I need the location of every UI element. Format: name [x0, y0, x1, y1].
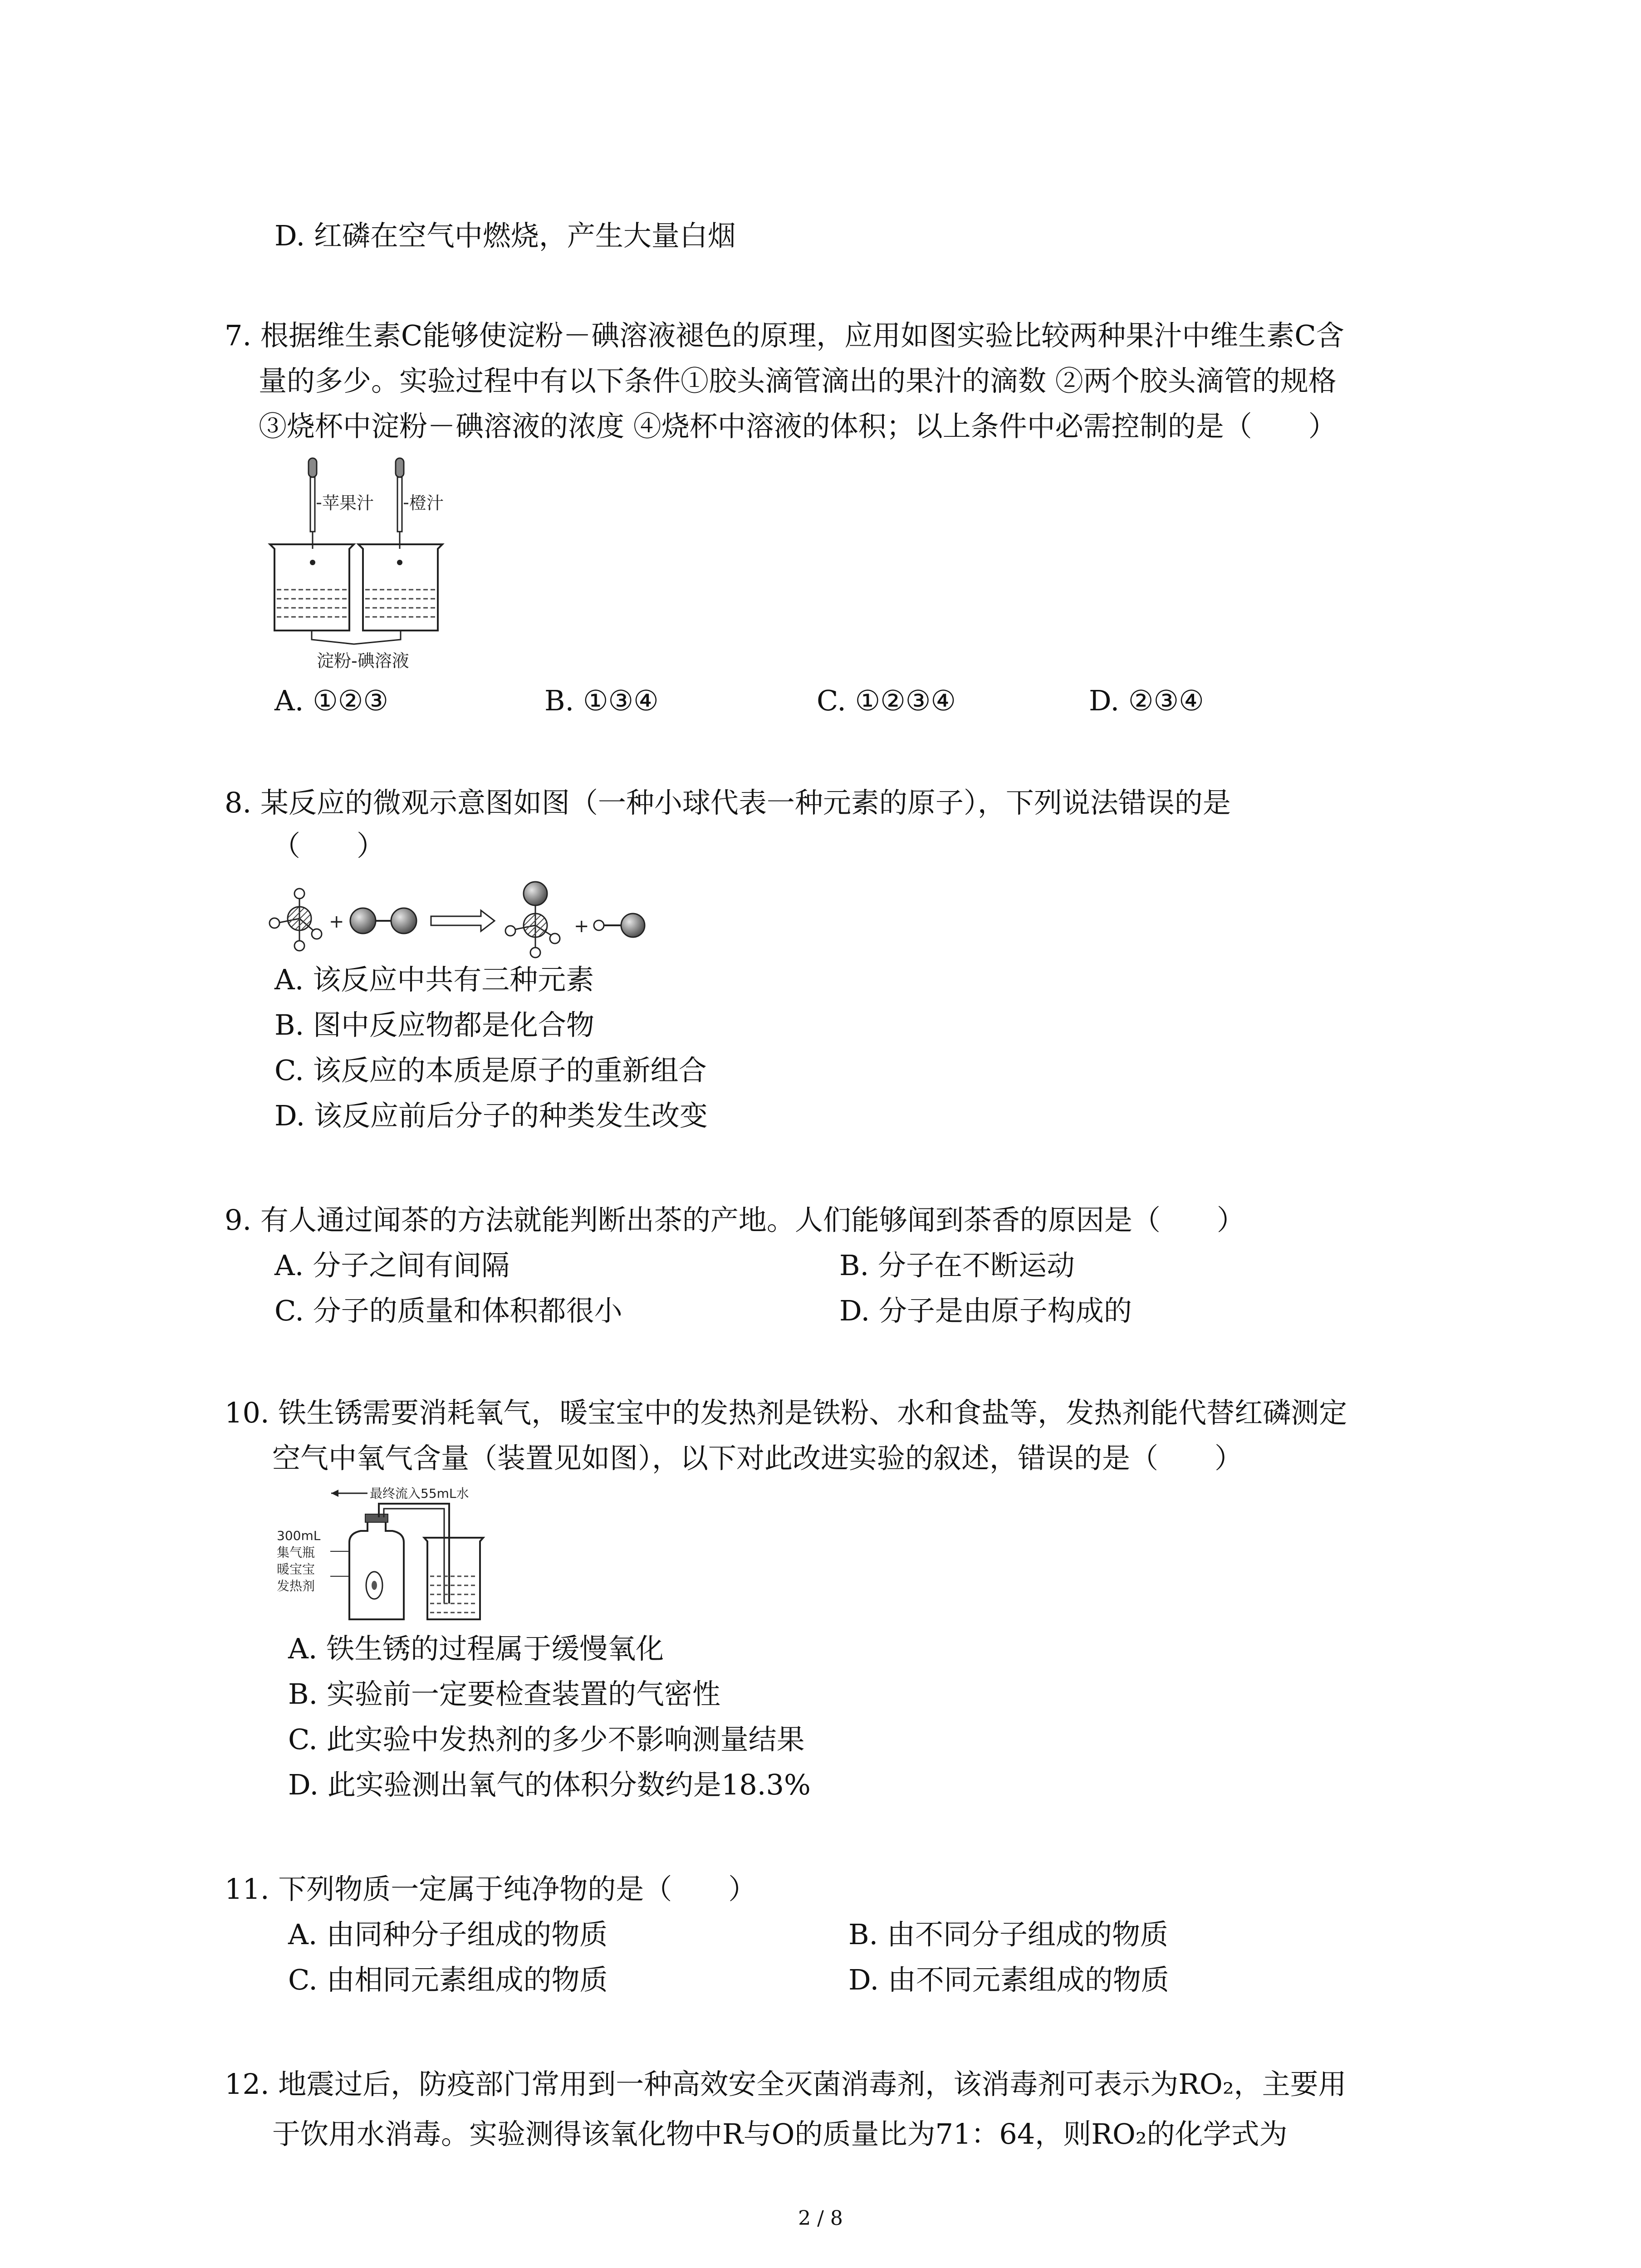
q11-option-d: D. 由不同元素组成的物质	[848, 1963, 1169, 1996]
q11-stem: 11. 下列物质一定属于纯净物的是（ ）	[225, 1872, 757, 1906]
label-gas-bottle: 集气瓶	[277, 1545, 315, 1560]
q7-option-c: C. ①②③④	[817, 684, 956, 717]
q12-stem-line-2: 于饮用水消毒。实验测得该氧化物中R与O的质量比为71：64，则RO₂的化学式为	[272, 2117, 1288, 2151]
q8-option-a: A. 该反应中共有三种元素	[274, 963, 594, 996]
svg-text:+: +	[574, 916, 589, 937]
arrow-label: 最终流入55mL水	[370, 1486, 469, 1501]
svg-text:+: +	[329, 911, 344, 932]
q10-option-c: C. 此实验中发热剂的多少不影响测量结果	[288, 1723, 805, 1756]
q9-option-c: C. 分子的质量和体积都很小	[274, 1294, 622, 1327]
q6-option-d: D. 红磷在空气中燃烧，产生大量白烟	[274, 219, 736, 252]
q7-stem-line-1: 7. 根据维生素C能够使淀粉－碘溶液褪色的原理，应用如图实验比较两种果汁中维生素C含	[225, 319, 1344, 352]
q7-stem-line-3: ③烧杯中淀粉－碘溶液的浓度 ④烧杯中溶液的体积；以上条件中必需控制的是（ ）	[259, 410, 1337, 443]
q10-stem-line-1: 10. 铁生锈需要消耗氧气，暖宝宝中的发热剂是铁粉、水和食盐等，发热剂能代替红磷测定	[225, 1396, 1347, 1429]
q8-option-b: B. 图中反应物都是化合物	[274, 1008, 594, 1041]
q7-stem-line-2: 量的多少。实验过程中有以下条件①胶头滴管滴出的果汁的滴数 ②两个胶头滴管的规格	[259, 364, 1337, 397]
page-number: 2 / 8	[798, 2207, 843, 2230]
q9-option-d: D. 分子是由原子构成的	[839, 1294, 1132, 1327]
q10-stem-line-2: 空气中氧气含量（装置见如图），以下对此改进实验的叙述，错误的是（ ）	[272, 1442, 1243, 1475]
molecule-product-2	[594, 914, 645, 937]
q7-option-d: D. ②③④	[1089, 684, 1204, 717]
label-orange-juice: 橙汁	[409, 493, 444, 513]
molecule-ch4-like	[269, 889, 322, 951]
label-300ml: 300mL	[277, 1528, 321, 1543]
q11-option-b: B. 由不同分子组成的物质	[848, 1918, 1168, 1951]
q8-stem-line-2: （ ）	[272, 829, 385, 862]
q11-option-c: C. 由相同元素组成的物质	[288, 1963, 608, 1996]
q10-option-a: A. 铁生锈的过程属于缓慢氧化	[288, 1632, 664, 1665]
q10-option-d: D. 此实验测出氧气的体积分数约是18.3%	[288, 1768, 811, 1801]
q7-figure-droppers-beakers	[263, 454, 499, 680]
label-starch-iodine: 淀粉-碘溶液	[317, 651, 409, 671]
label-heating-agent: 发热剂	[277, 1579, 315, 1593]
q8-stem-line-1: 8. 某反应的微观示意图如图（一种小球代表一种元素的原子），下列说法错误的是	[225, 786, 1231, 819]
molecule-product-1	[505, 882, 560, 958]
molecule-diatomic	[350, 908, 416, 934]
q9-stem: 9. 有人通过闻茶的方法就能判断出茶的产地。人们能够闻到茶香的原因是（ ）	[225, 1203, 1245, 1237]
q8-figure-reaction-diagram	[263, 878, 671, 959]
label-hand-warmer: 暖宝宝	[277, 1562, 315, 1577]
q10-option-b: B. 实验前一定要检查装置的气密性	[288, 1677, 720, 1711]
q7-option-a: A. ①②③	[274, 684, 388, 717]
q11-option-a: A. 由同种分子组成的物质	[288, 1918, 608, 1951]
label-apple-juice: 苹果汁	[322, 493, 374, 513]
q8-option-d: D. 该反应前后分子的种类发生改变	[274, 1099, 708, 1132]
q9-option-a: A. 分子之间有间隔	[274, 1249, 510, 1282]
q10-figure-apparatus	[277, 1483, 531, 1628]
q9-option-b: B. 分子在不断运动	[839, 1249, 1075, 1282]
q8-option-c: C. 该反应的本质是原子的重新组合	[274, 1054, 707, 1087]
q7-option-b: B. ①③④	[544, 684, 659, 717]
q12-stem-line-1: 12. 地震过后，防疫部门常用到一种高效安全灭菌消毒剂，该消毒剂可表示为RO₂，主要用	[225, 2068, 1347, 2101]
